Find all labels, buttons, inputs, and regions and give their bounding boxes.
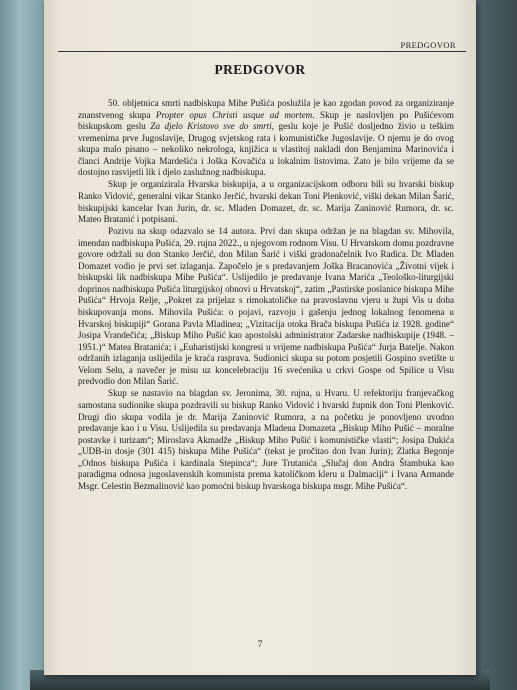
paragraph-2: Skup je organizirala Hvarska biskupija, a u organizacijskom odboru bili su hvarski biskup Ranko Vidović, generalni vikar Stanko Jerčić, hvarski dekan Toni Plenković, viški dekan Milan Šarić, biskupijski kancelar Ivan Jurin, dr. sc. Mladen Domazet, dr. sc. Marija Zaninović Rumora, dr. sc. Mateo Bratanić i potpisani. xyxy=(78,179,454,225)
paragraph-4: Skup se nastavio na blagdan sv. Jeronima, 30. rujna, u Hvaru. U refektoriju franjevačkog samostana sudionike skupa pozdravili su biskup Ranko Vidović i hvarski župnik don Toni Plenković. Drugi dio skupa vodila je dr. Marija Zaninović Rumora, a na početku je ponovljeno uvodno predavanje kao i u Visu. Uslijedila su predavanja Mladena Domazeta „Biskup Miho Pušić – moralne postavke i turizam“; Miroslava Akmadže „Biskup Miho Pušić i komunističke vlasti“; Josipa Dukića „UDB-in dosje (301 415) biskupa Mihe Pušića“ (tekst je pročitao don Ivan Jurin); Zlatka Begonje „Odnos biskupa Pušića i kardinala Stepinca“; Jure Trutanića „Slučaj don Andra Štambuka kao paradigma odnosa jugoslavenskih komunista prema katoličkom kleru u Dalmaciji“ i Ivana Armande Msgr. Celestin Bezmalinović kao pomoćni biskup hvarskoga biskupa msgr. Mihe Pušića“. xyxy=(78,388,454,491)
paragraph-1 xyxy=(78,98,454,179)
running-head: PREDGOVOR xyxy=(400,40,456,50)
page-number: 7 xyxy=(257,640,263,650)
page-title: PREDGOVOR xyxy=(214,62,306,77)
paragraph-1-text-a: 50. obljetnica smrti nadbiskupa Mihe Pušića poslužila je kao zgodan povod za organiziranje znanstvenog skupa xyxy=(78,98,454,120)
book-cover-left xyxy=(0,0,44,690)
paragraph-3: Pozivu na skup odazvalo se 14 autora. Prvi dan skupa održan je na blagdan sv. Mihovila, imendan nadbiskupa Pušića, 29. rujna 2022., u njegovom rodnom Visu. U Hrvatskom domu pozdravne govore održali su don Stanko Jerčić, don Milan Šarić i viški gradonačelnik Ivo Radica. Dr. Mladen Domazet vodio je prvi set izlaganja. Započelo je s predavanjem Joška Bracanovića „Životni vijek i biskupski lik nadbiskupa Mihe Pušića“. Uslijedilo je predavanje Ivana Marića „Teološko-liturgijski doprinos nadbiskupa Pušića liturgijskoj obnovi u Hrvatskoj“, zatim „Pastirske poslanice biskupa Mihe Pušića“ Hrvoja Relje, „Pokret za prijelaz s rimokatoličke na pravoslavnu vjeru u župi Vis u doba biskupovanja mons. Mihovila Pušića: o pojavi, razvoju i gašenju jednog lokalnog fenomena u Hvarskoj biskupiji“ Gorana Pavla Mladinea; „Vizitacija otoka Brača biskupa Pušića iz 1928. godine“ Josipa Vrandečića; „Biskup Miho Pušić kao apostolski administrator Zadarske nadbiskupije (1948. – 1951.)“ Matea Bratanića; i „Euharistijski kongresi u vrijeme nadbiskupa Pušića“ Jurja Batelje. Nakon održanih izlaganja uslijedila je kraća rasprava. Sudionici skupa su potom posjetili Gospino svetište u Velom Selu, a navečer je misu uz koncelebraciju 16 svećenika u crkvi Gospe od Spilice u Visu predvodio don Milan Šarić. xyxy=(78,226,454,387)
header-rule xyxy=(58,51,466,52)
motto-italic: Za djelo Kristovo sve do smrti xyxy=(150,121,272,132)
body-text xyxy=(78,98,454,492)
conference-title-italic: Propter opus Christi usque ad mortem xyxy=(155,109,313,120)
book-page xyxy=(44,0,476,675)
book-cover-right xyxy=(470,0,517,690)
paragraph-1-text-e: , geslu koje je Pušić dosljedno živio u teškim vremenima prve Jugoslavije, Drugog svjetskog rata i komunističke Jugoslavije. O njemu je do ovog skupa malo pisano – nekoliko nekrologa, knjižica u vlastitoj nakladi don Benjamina Marinovića i članci Andrije Vojka Mardešića i Joška Kovačića u lokalnim listovima. Zato je bilo vrijeme da se dostojno rasvijetli lik i djelo zaslužnog nadbiskupa. xyxy=(78,121,454,178)
paragraph-1-text-c: . Skup je naslovljen po Pušićevom biskupskom geslu xyxy=(78,109,454,132)
